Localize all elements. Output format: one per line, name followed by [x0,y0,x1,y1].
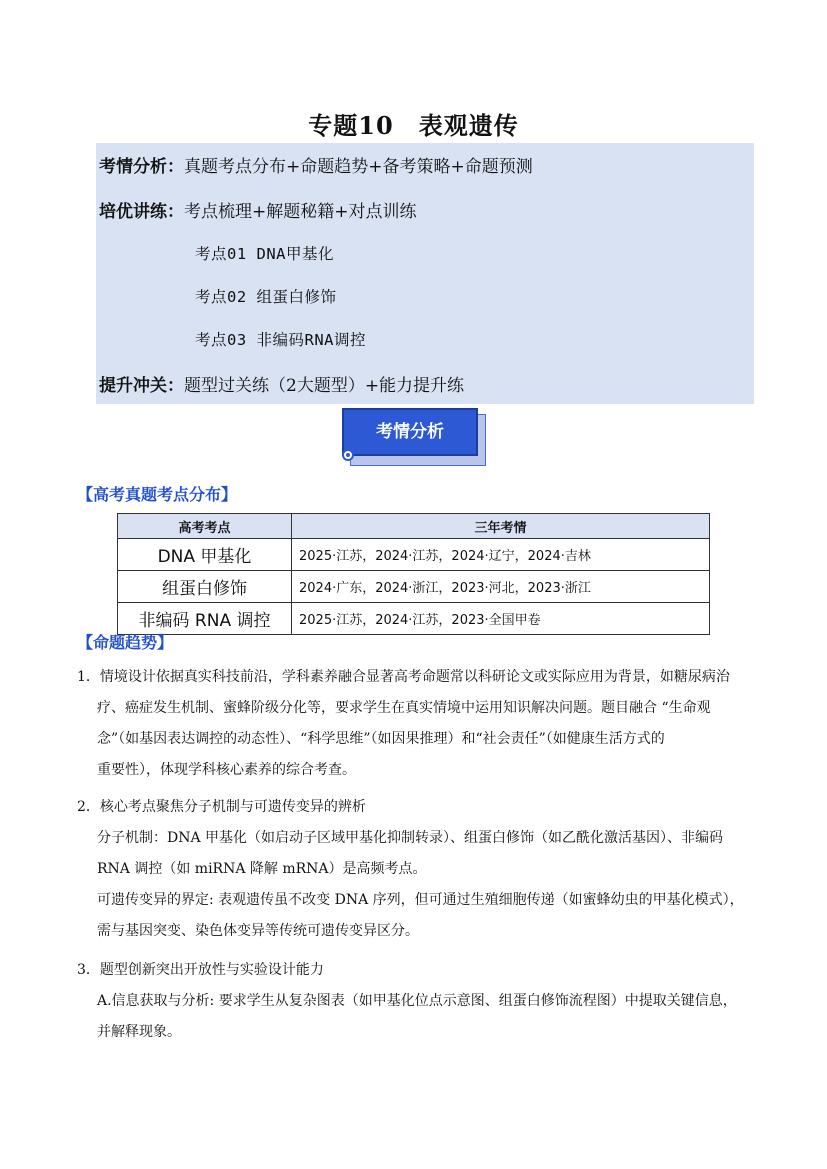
table-cell-years: 2025·江苏，2024·江苏，2024·辽宁，2024·吉林 [292,539,710,571]
text-line: 念”（如基因表达调控的动态性）、“科学思维”（如因果推理）和“社会责任”（如健康生活方式的 [97,731,665,747]
table-cell-topic: 组蛋白修饰 [118,571,292,603]
trend-paragraph-2 [77,792,744,947]
text-line: 需与基因突变、染色体变异等传统可遗传变异区分。 [97,923,419,939]
summary-label: 考情分析： [99,157,184,177]
text-line: 2．核心考点聚焦分子机制与可遗传变异的辨析 [77,799,366,815]
summary-point: 考点03 非编码RNA调控 [195,331,366,349]
text-line: 分子机制：DNA 甲基化（如启动子区域甲基化抑制转录）、组蛋白修饰（如乙酰化激活基因）、非编码 [97,830,724,846]
summary-label: 培优讲练： [99,202,184,222]
trend-paragraph-3 [77,955,737,1048]
summary-row-training [99,197,417,222]
text-line: 重要性），体现学科核心素养的综合考查。 [97,762,356,778]
table-cell-topic: DNA 甲基化 [118,539,292,571]
banner-dot-icon [342,449,354,461]
text-line: RNA 调控（如 miRNA 降解 mRNA）是高频考点。 [97,861,427,877]
table-cell-years: 2025·江苏，2024·江苏，2023·全国甲卷 [292,603,710,635]
section-banner [338,408,486,466]
summary-text: 题型过关练（2大题型）+能力提升练 [184,376,465,396]
table-header-row [118,514,710,539]
trend-paragraph-1 [77,662,730,786]
table-row [118,539,710,571]
text-line: 疗、癌症发生机制、蜜蜂阶级分化等，要求学生在真实情境中运用知识解决问题。题目融合 “生命观 [97,700,711,716]
text-line: 1．情境设计依据真实科技前沿，学科素养融合显著高考命题常以科研论文或实际应用为背景，如糖尿病治 [77,669,730,685]
text-line: 3．题型创新突出开放性与实验设计能力 [77,962,324,978]
table-row [118,571,710,603]
topic-table [117,513,710,635]
table-row [118,603,710,635]
section-heading-trends: 【命题趋势】 [77,633,174,652]
summary-point: 考点01 DNA甲基化 [195,245,334,263]
summary-text: 考点梳理+解题秘籍+对点训练 [184,202,417,222]
page-title: 专题10 表观遗传 [308,111,519,140]
table-header: 高考考点 [118,514,292,539]
table-cell-topic: 非编码 RNA 调控 [118,603,292,635]
text-line: 并解释现象。 [97,1024,181,1040]
banner-label: 考情分析 [342,408,478,456]
table-cell-years: 2024·广东，2024·浙江，2023·河北，2023·浙江 [292,571,710,603]
summary-label: 提升冲关： [99,376,184,396]
text-line: 可遗传变异的界定: 表观遗传虽不改变 DNA 序列，但可通过生殖细胞传递（如蜜蜂幼虫的甲基化模式）， [97,892,744,908]
summary-row-analysis [99,152,533,177]
summary-row-breakthrough [99,371,464,396]
section-heading-distribution: 【高考真题考点分布】 [77,485,238,504]
table-header: 三年考情 [292,514,710,539]
summary-text: 真题考点分布+命题趋势+备考策略+命题预测 [184,157,533,177]
summary-point: 考点02 组蛋白修饰 [195,288,337,306]
summary-box [96,143,754,404]
text-line: A.信息获取与分析: 要求学生从复杂图表（如甲基化位点示意图、组蛋白修饰流程图）中提取关键信息， [97,993,737,1009]
